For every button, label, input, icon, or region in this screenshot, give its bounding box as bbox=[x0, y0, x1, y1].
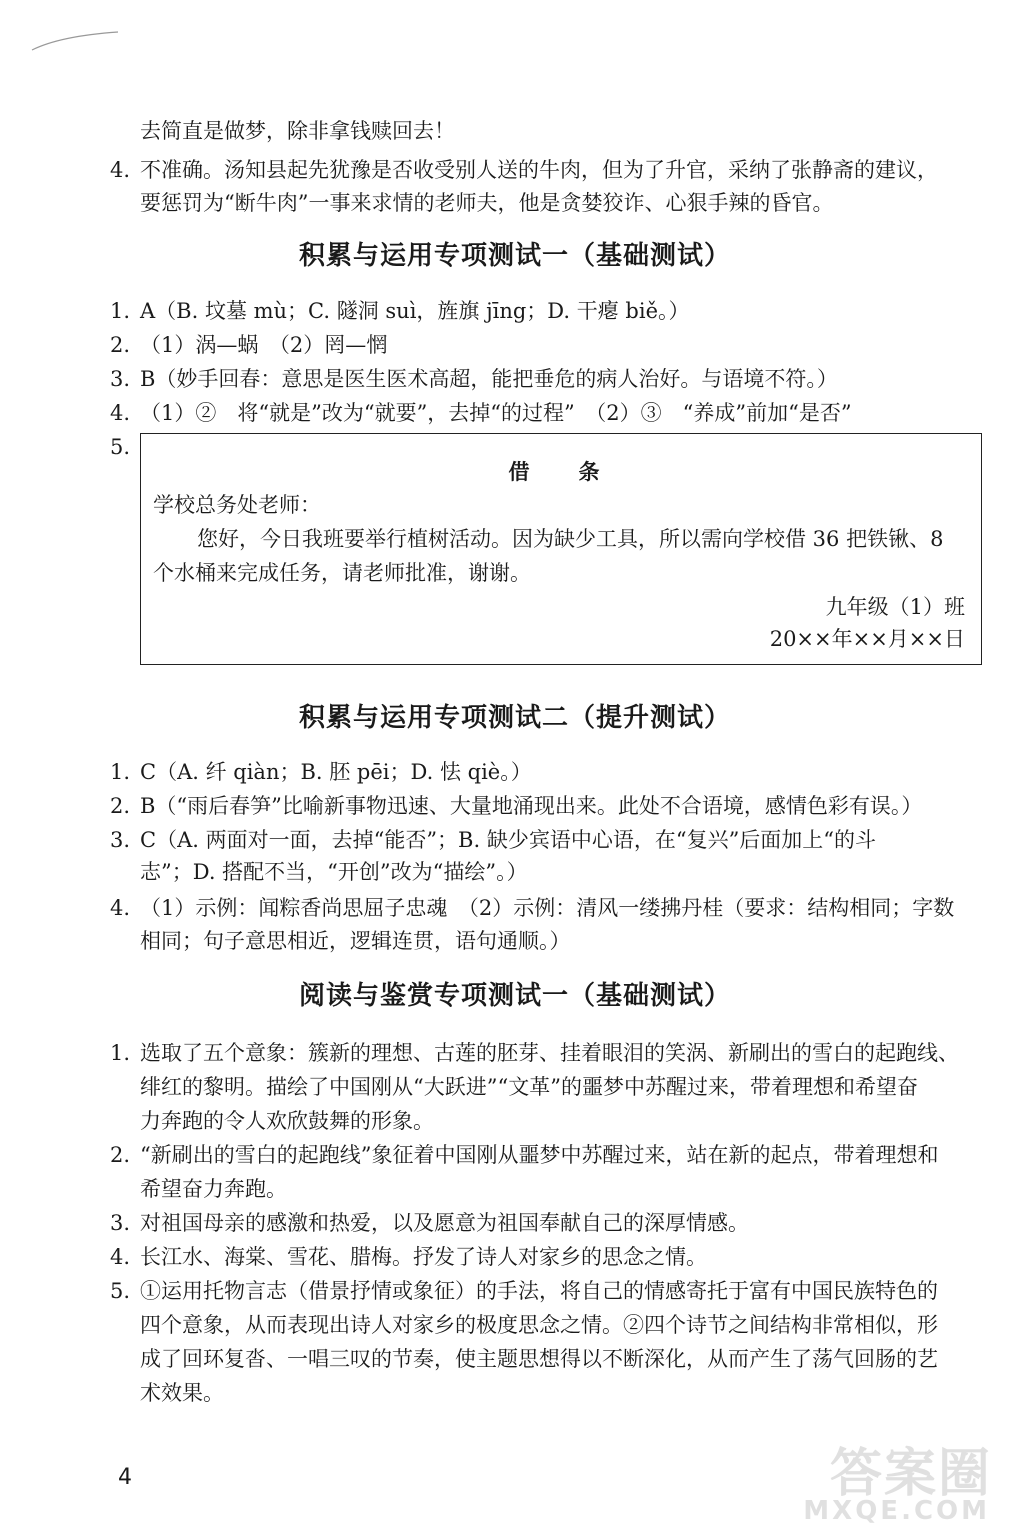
item-number: 4. bbox=[110, 401, 131, 425]
answer-line: A（B. 坟墓 mù；C. 隧洞 suì，旌旗 jīng；D. 干瘪 biě。） bbox=[140, 299, 690, 323]
iou-note-box bbox=[140, 433, 982, 665]
watermark-url: MXQE.COM bbox=[803, 1496, 990, 1526]
note-salutation: 学校总务处老师： bbox=[153, 493, 321, 517]
answer-line: B（妙手回春：意思是医生医术高超，能把垂危的病人治好。与语境不符。） bbox=[140, 367, 838, 391]
answer-line: 成了回环复沓、一唱三叹的节奏，使主题思想得以不断深化，从而产生了荡气回肠的艺 bbox=[140, 1347, 938, 1371]
item-number: 3. bbox=[110, 1211, 131, 1235]
item-number: 3. bbox=[110, 367, 131, 391]
item-number: 4. bbox=[110, 896, 131, 920]
answer-line: 选取了五个意象：簇新的理想、古莲的胚芽、挂着眼泪的笑涡、新刷出的雪白的起跑线、 bbox=[140, 1041, 959, 1065]
answer-line: 长江水、海棠、雪花、腊梅。抒发了诗人对家乡的思念之情。 bbox=[140, 1245, 707, 1269]
page-number: 4 bbox=[118, 1465, 132, 1490]
item-number: 4. bbox=[110, 1245, 131, 1269]
item-number: 2. bbox=[110, 333, 131, 357]
answer-line: ①运用托物言志（借景抒情或象征）的手法，将自己的情感寄托于富有中国民族特色的 bbox=[140, 1279, 938, 1303]
item-number: 2. bbox=[110, 1143, 131, 1167]
item-number: 1. bbox=[110, 1041, 131, 1065]
note-signer: 九年级（1）班 bbox=[825, 595, 965, 619]
item-number: 3. bbox=[110, 828, 131, 852]
answer-line: B（“雨后春笋”比喻新事物迅速、大量地涌现出来。此处不合语境，感情色彩有误。） bbox=[140, 794, 923, 818]
answer-line: 不准确。汤知县起先犹豫是否收受别人送的牛肉，但为了升官，采纳了张静斋的建议， bbox=[140, 158, 938, 182]
answer-line: 对祖国母亲的感激和热爱，以及愿意为祖国奉献自己的深厚情感。 bbox=[140, 1211, 749, 1235]
item-number: 5. bbox=[110, 1279, 131, 1303]
watermark-logo bbox=[803, 1431, 1012, 1526]
answer-line: 四个意象，从而表现出诗人对家乡的极度思念之情。②四个诗节之间结构非常相似，形 bbox=[140, 1313, 938, 1337]
scan-mark bbox=[30, 30, 120, 54]
item-number: 2. bbox=[110, 794, 131, 818]
answer-line: 力奔跑的令人欢欣鼓舞的形象。 bbox=[140, 1109, 434, 1133]
section-title: 阅读与鉴赏专项测试一（基础测试） bbox=[298, 981, 731, 1011]
note-body: 个水桶来完成任务，请老师批准，谢谢。 bbox=[153, 561, 531, 585]
item-number: 4. bbox=[110, 158, 131, 182]
item-number: 5. bbox=[110, 435, 131, 459]
answer-line: 术效果。 bbox=[140, 1381, 224, 1405]
answer-line: 绯红的黎明。描绘了中国刚从“大跃进”“文革”的噩梦中苏醒过来，带着理想和希望奋 bbox=[140, 1075, 918, 1099]
answer-line: （1）② 将“就是”改为“就要”，去掉“的过程” （2）③ “养成”前加“是否” bbox=[140, 401, 852, 425]
note-date: 20××年××月××日 bbox=[769, 627, 965, 651]
watermark-text: 答案圈 bbox=[829, 1444, 992, 1504]
answer-line: C（A. 纤 qiàn；B. 胚 pēi；D. 怯 qiè。） bbox=[140, 760, 532, 784]
answer-line: （1）涡—蜗 （2）罔—惘 bbox=[140, 333, 388, 357]
item-number: 1. bbox=[110, 760, 131, 784]
item-number: 1. bbox=[110, 299, 131, 323]
section-title: 积累与运用专项测试二（提升测试） bbox=[298, 703, 731, 733]
answer-line: C（A. 两面对一面，去掉“能否”；B. 缺少宾语中心语，在“复兴”后面加上“的斗 bbox=[140, 828, 877, 852]
answer-line: 希望奋力奔跑。 bbox=[140, 1177, 287, 1201]
answer-line: “新刷出的雪白的起跑线”象征着中国刚从噩梦中苏醒过来，站在新的起点，带着理想和 bbox=[140, 1143, 939, 1167]
note-body: 您好，今日我班要举行植树活动。因为缺少工具，所以需向学校借 36 把铁锹、8 bbox=[197, 527, 944, 551]
answer-line: 志”；D. 搭配不当，“开创”改为“描绘”。） bbox=[140, 860, 528, 884]
note-title: 借 条 bbox=[508, 459, 614, 484]
continuation-line: 去简直是做梦，除非拿钱赎回去！ bbox=[140, 119, 455, 143]
answer-line: 相同；句子意思相近，逻辑连贯，语句通顺。） bbox=[140, 929, 571, 953]
section-title: 积累与运用专项测试一（基础测试） bbox=[298, 241, 731, 271]
answer-line: （1）示例：闻粽香尚思屈子忠魂 （2）示例：清风一缕拂丹桂（要求：结构相同；字数 bbox=[140, 896, 955, 920]
answer-line: 要惩罚为“断牛肉”一事来求情的老师夫，他是贪婪狡诈、心狠手辣的昏官。 bbox=[140, 191, 834, 215]
